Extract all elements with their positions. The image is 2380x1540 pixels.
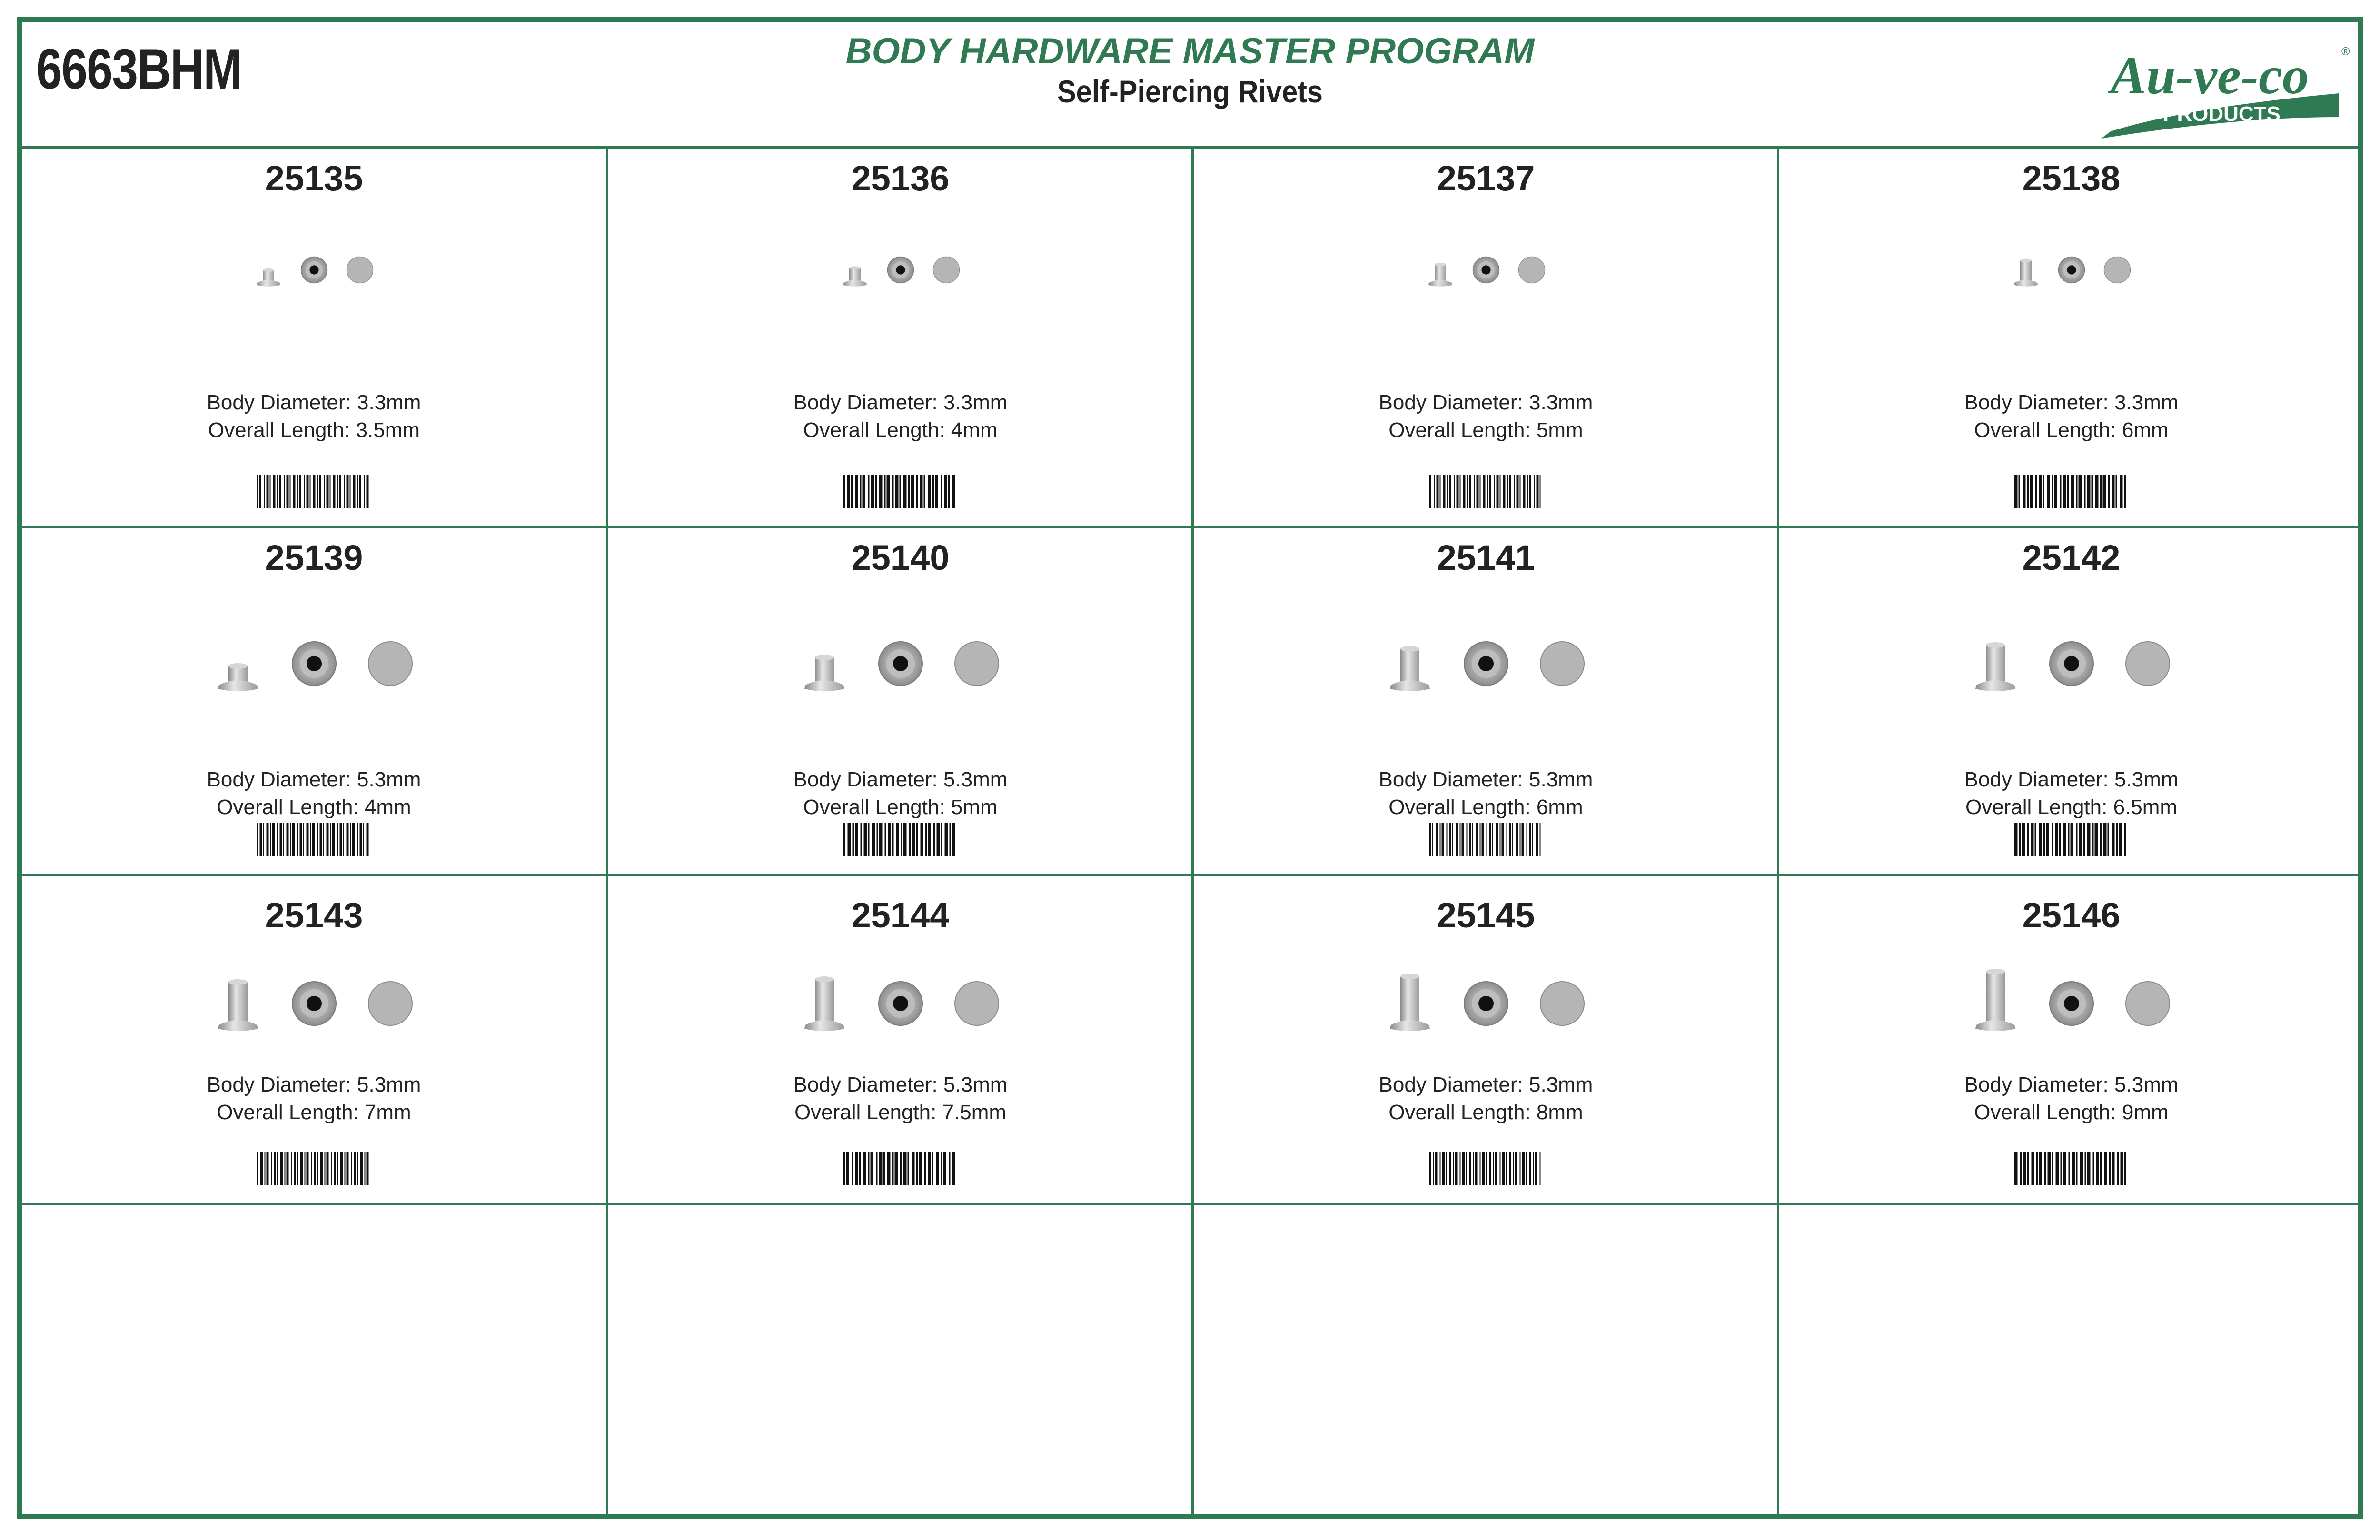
rivet-end-view bbox=[2058, 257, 2084, 283]
rivet-side-view bbox=[1428, 263, 1452, 287]
header bbox=[22, 22, 2358, 149]
barcode bbox=[257, 475, 371, 508]
rivet-end-view bbox=[1464, 982, 1508, 1025]
part-number: 25137 bbox=[1437, 159, 1535, 198]
spec-block bbox=[1194, 389, 1778, 444]
barcode bbox=[1429, 823, 1543, 856]
rivet-head-view bbox=[368, 642, 412, 686]
part-number: 25146 bbox=[2022, 895, 2121, 935]
rivet-images bbox=[22, 628, 606, 699]
product-cell bbox=[22, 149, 606, 526]
rivet-head-view bbox=[2126, 642, 2170, 686]
product-cell bbox=[1779, 528, 2363, 874]
product-cell bbox=[1779, 876, 2363, 1203]
rivet-end-view bbox=[879, 642, 922, 686]
body-diameter: Body Diameter: 5.3mm bbox=[1964, 1073, 2179, 1096]
body-diameter: Body Diameter: 3.3mm bbox=[207, 391, 421, 414]
rivet-head-view bbox=[2126, 982, 2170, 1025]
rivet-images bbox=[1779, 968, 2363, 1039]
barcode bbox=[257, 823, 371, 856]
part-number: 25143 bbox=[265, 895, 363, 935]
overall-length: Overall Length: 4mm bbox=[217, 795, 411, 819]
barcode bbox=[843, 1152, 958, 1185]
auveco-logo bbox=[2092, 36, 2349, 146]
product-cell bbox=[1194, 528, 1778, 874]
overall-length: Overall Length: 9mm bbox=[1974, 1101, 2169, 1124]
barcode bbox=[1429, 475, 1543, 508]
rivet-head-view bbox=[2104, 257, 2130, 283]
barcode bbox=[843, 475, 958, 508]
rivet-head-view bbox=[347, 257, 373, 283]
overall-length: Overall Length: 6mm bbox=[1388, 795, 1583, 819]
rivet-head-view bbox=[1540, 642, 1584, 686]
rivet-side-view bbox=[1975, 642, 2015, 691]
rivet-head-view bbox=[1518, 257, 1545, 283]
rivet-images bbox=[22, 248, 606, 291]
board-frame bbox=[17, 17, 2363, 1519]
rivet-end-view bbox=[1464, 642, 1508, 686]
rivet-head-view bbox=[955, 642, 999, 686]
rivet-end-view bbox=[292, 982, 336, 1025]
rivet-images bbox=[1779, 628, 2363, 699]
part-number: 25145 bbox=[1437, 895, 1535, 935]
body-diameter: Body Diameter: 3.3mm bbox=[793, 391, 1008, 414]
page-subtitle: Self-Piercing Rivets bbox=[1057, 74, 1323, 109]
body-diameter: Body Diameter: 5.3mm bbox=[207, 1073, 421, 1096]
rivet-side-view bbox=[256, 268, 280, 287]
overall-length: Overall Length: 7mm bbox=[217, 1101, 411, 1124]
overall-length: Overall Length: 7.5mm bbox=[794, 1101, 1007, 1124]
rivet-side-view bbox=[1975, 969, 2015, 1031]
part-number: 25135 bbox=[265, 159, 363, 198]
barcode bbox=[2014, 1152, 2129, 1185]
part-number: 25139 bbox=[265, 538, 363, 577]
product-grid bbox=[22, 149, 2358, 1514]
spec-block bbox=[608, 389, 1192, 444]
barcode bbox=[1429, 1152, 1543, 1185]
spec-block bbox=[1779, 766, 2363, 821]
product-cell bbox=[22, 528, 606, 874]
product-cell bbox=[1194, 149, 1778, 526]
rivet-side-view bbox=[804, 655, 844, 691]
spec-block bbox=[608, 1071, 1192, 1126]
rivet-images bbox=[608, 968, 1192, 1039]
rivet-head-view bbox=[368, 982, 412, 1025]
spec-block bbox=[22, 389, 606, 444]
product-code: 6663BHM bbox=[36, 37, 242, 101]
overall-length: Overall Length: 6mm bbox=[1974, 418, 2169, 442]
overall-length: Overall Length: 6.5mm bbox=[1965, 795, 2178, 819]
product-cell bbox=[1194, 876, 1778, 1203]
body-diameter: Body Diameter: 5.3mm bbox=[793, 1073, 1008, 1096]
rivet-images bbox=[1194, 968, 1778, 1039]
product-cell bbox=[608, 528, 1192, 874]
rivet-images bbox=[1779, 248, 2363, 291]
svg-text:®: ® bbox=[2341, 45, 2350, 58]
overall-length: Overall Length: 5mm bbox=[1388, 418, 1583, 442]
part-number: 25141 bbox=[1437, 538, 1535, 577]
rivet-head-view bbox=[1540, 982, 1584, 1025]
rivet-head-view bbox=[955, 982, 999, 1025]
rivet-images bbox=[608, 248, 1192, 291]
rivet-images bbox=[22, 968, 606, 1039]
rivet-side-view bbox=[218, 979, 258, 1031]
product-cell bbox=[22, 876, 606, 1203]
rivet-side-view bbox=[1390, 974, 1430, 1031]
spec-block bbox=[22, 766, 606, 821]
rivet-end-view bbox=[879, 982, 922, 1025]
body-diameter: Body Diameter: 3.3mm bbox=[1964, 391, 2179, 414]
spec-block bbox=[1779, 1071, 2363, 1126]
body-diameter: Body Diameter: 5.3mm bbox=[793, 768, 1008, 791]
overall-length: Overall Length: 8mm bbox=[1388, 1101, 1583, 1124]
rivet-side-view bbox=[804, 976, 844, 1031]
spec-block bbox=[1194, 1071, 1778, 1126]
barcode bbox=[2014, 475, 2129, 508]
rivet-end-view bbox=[1473, 257, 1499, 283]
rivet-head-view bbox=[933, 257, 959, 283]
body-diameter: Body Diameter: 5.3mm bbox=[207, 768, 421, 791]
rivet-side-view bbox=[1390, 646, 1430, 691]
rivet-end-view bbox=[887, 257, 913, 283]
product-cell bbox=[608, 149, 1192, 526]
rivet-side-view bbox=[843, 266, 866, 287]
rivet-end-view bbox=[2050, 642, 2093, 686]
spec-block bbox=[608, 766, 1192, 821]
rivet-end-view bbox=[292, 642, 336, 686]
barcode bbox=[843, 823, 958, 856]
product-cell bbox=[1779, 149, 2363, 526]
part-number: 25138 bbox=[2022, 159, 2121, 198]
rivet-side-view bbox=[2013, 259, 2037, 287]
svg-text:Au-ve-co: Au-ve-co bbox=[2111, 46, 2309, 105]
body-diameter: Body Diameter: 3.3mm bbox=[1378, 391, 1593, 414]
overall-length: Overall Length: 3.5mm bbox=[208, 418, 420, 442]
barcode bbox=[257, 1152, 371, 1185]
rivet-images bbox=[1194, 628, 1778, 699]
body-diameter: Body Diameter: 5.3mm bbox=[1378, 768, 1593, 791]
overall-length: Overall Length: 5mm bbox=[803, 795, 998, 819]
rivet-end-view bbox=[2050, 982, 2093, 1025]
spec-block bbox=[1194, 766, 1778, 821]
rivet-end-view bbox=[301, 257, 327, 283]
spec-block bbox=[1779, 389, 2363, 444]
rivet-images bbox=[1194, 248, 1778, 291]
part-number: 25136 bbox=[851, 159, 950, 198]
overall-length: Overall Length: 4mm bbox=[803, 418, 998, 442]
part-number: 25140 bbox=[851, 538, 950, 577]
part-number: 25144 bbox=[851, 895, 950, 935]
product-cell bbox=[608, 876, 1192, 1203]
rivet-images bbox=[608, 628, 1192, 699]
barcode bbox=[2014, 823, 2129, 856]
body-diameter: Body Diameter: 5.3mm bbox=[1964, 768, 2179, 791]
spec-block bbox=[22, 1071, 606, 1126]
body-diameter: Body Diameter: 5.3mm bbox=[1378, 1073, 1593, 1096]
part-number: 25142 bbox=[2022, 538, 2121, 577]
rivet-side-view bbox=[218, 663, 258, 691]
page-title: BODY HARDWARE MASTER PROGRAM bbox=[845, 31, 1535, 71]
svg-text:PRODUCTS: PRODUCTS bbox=[2163, 102, 2281, 126]
